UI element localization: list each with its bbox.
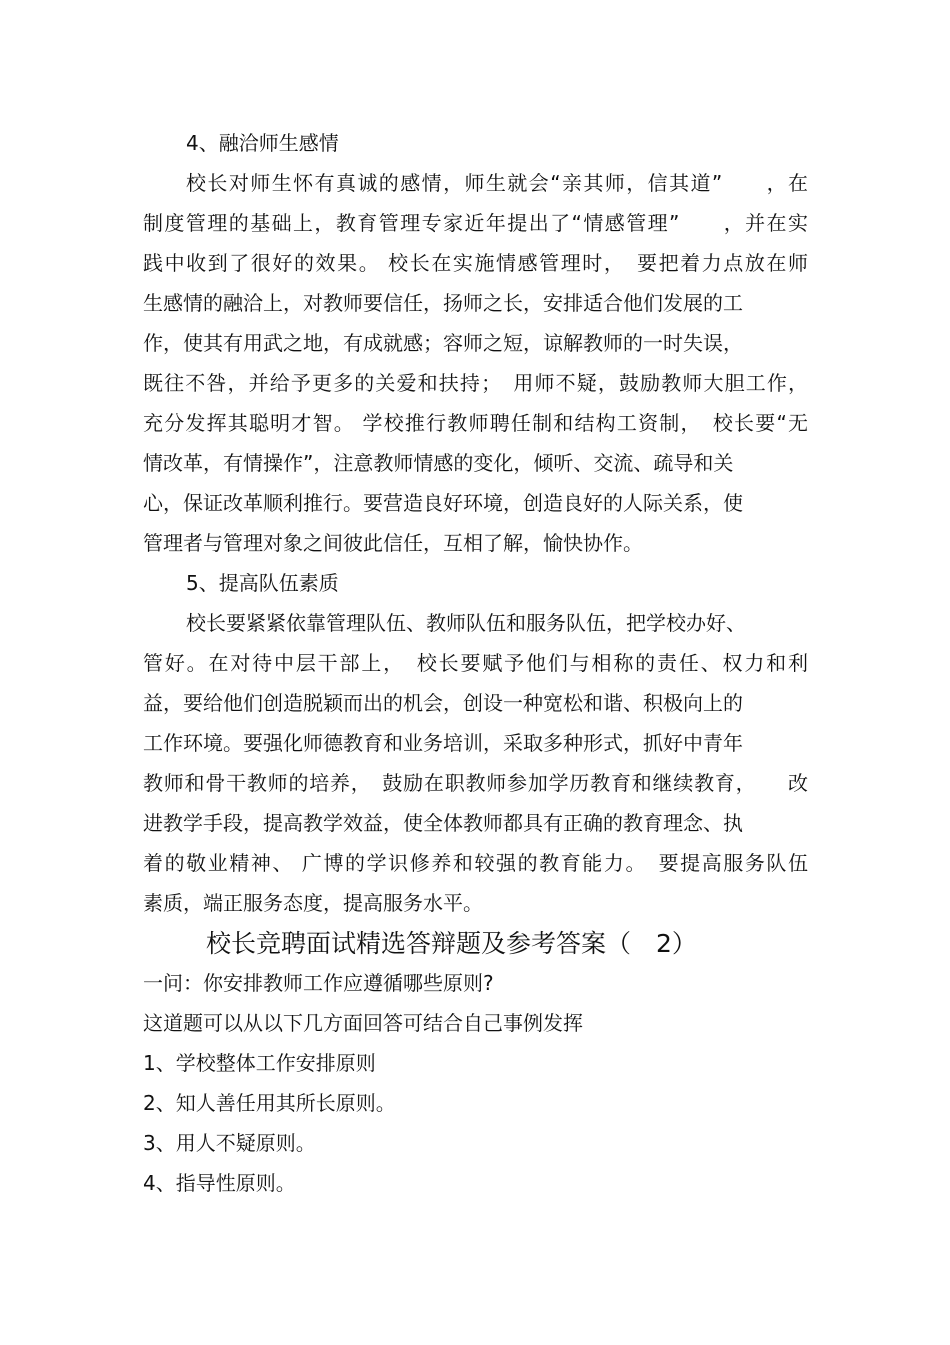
section5-line-1: 校长要紧紧依靠管理队伍、教师队伍和服务队伍，把学校办好、 xyxy=(186,611,746,635)
section5-line-8: 素质，端正服务态度，提高服务水平。 xyxy=(143,891,483,915)
section5-line-7: 着的敬业精神、 广博的学识修养和较强的教育能力。 要提高服务队伍 xyxy=(143,851,808,875)
section4-line-4: 生感情的融洽上，对教师要信任，扬师之长，安排适合他们发展的工 xyxy=(143,291,743,315)
part2-intro: 这道题可以从以下几方面回答可结合自己事例发挥 xyxy=(143,1011,583,1035)
section4-line-5: 作，使其有用武之地，有成就感；容师之短，谅解教师的一时失误， xyxy=(143,331,743,355)
part2-question: 一问：你安排教师工作应遵循哪些原则? xyxy=(143,971,494,995)
section4-line-9: 心，保证改革顺利推行。要营造良好环境，创造良好的人际关系，使 xyxy=(143,491,743,515)
part2-item-2: 2、知人善任用其所长原则。 xyxy=(143,1091,396,1115)
section5-heading: 5、提高队伍素质 xyxy=(186,571,339,595)
section4-heading: 4、融洽师生感情 xyxy=(186,131,339,155)
section4-line-1: 校长对师生怀有真诚的感情，师生就会“亲其师，信其道” ，在 xyxy=(186,171,808,195)
section5-line-6: 进教学手段，提高教学效益，使全体教师都具有正确的教育理念、执 xyxy=(143,811,743,835)
section5-line-3: 益，要给他们创造脱颖而出的机会，创设一种宽松和谐、积极向上的 xyxy=(143,691,743,715)
part2-item-4: 4、指导性原则。 xyxy=(143,1171,296,1195)
section4-line-10: 管理者与管理对象之间彼此信任，互相了解，愉快协作。 xyxy=(143,531,643,555)
section4-line-6: 既往不咎，并给予更多的关爱和扶持； 用师不疑，鼓励教师大胆工作， xyxy=(143,371,808,395)
section4-line-7: 充分发挥其聪明才智。 学校推行教师聘任制和结构工资制， 校长要“无 xyxy=(143,411,808,435)
section5-line-2: 管好。在对待中层干部上， 校长要赋予他们与相称的责任、权力和利 xyxy=(143,651,808,675)
section4-line-8: 情改革，有情操作”，注意教师情感的变化，倾听、交流、疏导和关 xyxy=(143,451,734,475)
section4-line-3: 践中收到了很好的效果。 校长在实施情感管理时， 要把着力点放在师 xyxy=(143,251,808,275)
section4-line-2: 制度管理的基础上，教育管理专家近年提出了“情感管理” ，并在实 xyxy=(143,211,808,235)
part2-item-1: 1、学校整体工作安排原则 xyxy=(143,1051,376,1075)
section5-line-4: 工作环境。要强化师德教育和业务培训，采取多种形式，抓好中青年 xyxy=(143,731,743,755)
part2-title: 校长竞聘面试精选答辩题及参考答案（ 2） xyxy=(206,929,697,958)
section5-line-5: 教师和骨干教师的培养， 鼓励在职教师参加学历教育和继续教育， 改 xyxy=(143,771,808,795)
part2-item-3: 3、用人不疑原则。 xyxy=(143,1131,316,1155)
